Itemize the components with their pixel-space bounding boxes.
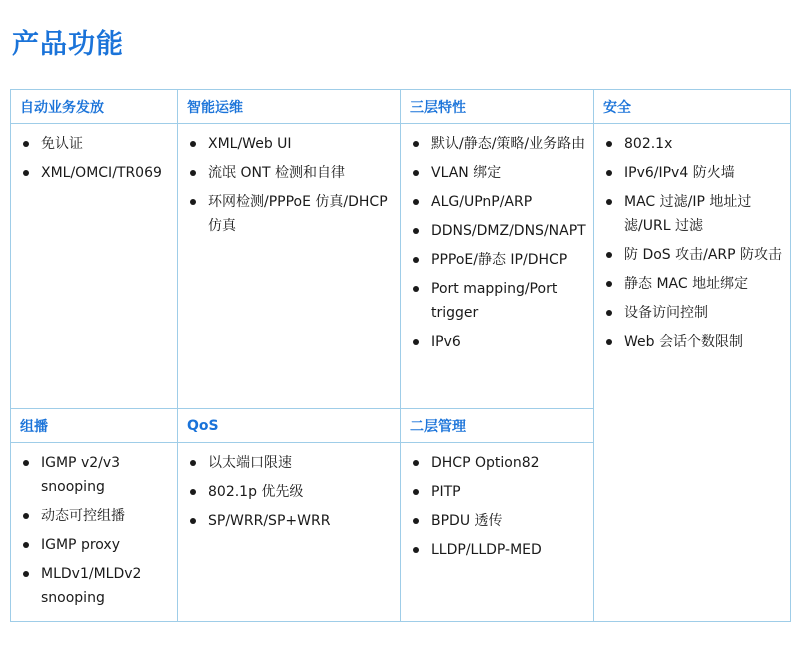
list-item xyxy=(409,509,589,533)
item-label: IPv6/IPv4 防火墙 xyxy=(624,165,735,181)
list-item xyxy=(19,132,173,156)
bullet-icon xyxy=(23,542,29,548)
item-label: XML/Web UI xyxy=(208,136,292,152)
list-layer2 xyxy=(401,443,593,573)
list-item xyxy=(19,451,173,499)
bullet-icon xyxy=(606,310,612,316)
item-label: 防 DoS 攻击/ARP 防攻击 xyxy=(624,247,783,263)
item-label: IGMP proxy xyxy=(41,537,120,553)
bullet-icon xyxy=(190,489,196,495)
item-label: 免认证 xyxy=(41,136,83,152)
list-item xyxy=(409,330,589,354)
bullet-icon xyxy=(606,141,612,147)
item-label: DHCP Option82 xyxy=(431,455,540,471)
item-label: Web 会话个数限制 xyxy=(624,334,743,350)
item-label: Port mapping/Port trigger xyxy=(431,281,558,321)
bullet-icon xyxy=(413,199,419,205)
list-item xyxy=(19,504,173,528)
bullet-icon xyxy=(413,228,419,234)
item-label: PPPoE/静态 IP/DHCP xyxy=(431,252,568,268)
bullet-icon xyxy=(190,141,196,147)
list-item xyxy=(602,330,786,354)
bullet-icon xyxy=(23,513,29,519)
list-item xyxy=(186,161,396,185)
item-label: MAC 过滤/IP 地址过滤/URL 过滤 xyxy=(624,194,752,234)
bullet-icon xyxy=(606,339,612,345)
list-item xyxy=(186,451,396,475)
item-label: 流氓 ONT 检测和自律 xyxy=(208,165,345,181)
header-qos: QoS xyxy=(178,409,401,443)
bullet-icon xyxy=(190,170,196,176)
list-item xyxy=(409,451,589,475)
header-security: 安全 xyxy=(594,90,791,124)
item-label: ALG/UPnP/ARP xyxy=(431,194,533,210)
header-layer3: 三层特性 xyxy=(401,90,594,124)
list-item xyxy=(19,533,173,557)
bullet-icon xyxy=(413,286,419,292)
item-label: 静态 MAC 地址绑定 xyxy=(624,276,749,292)
bullet-icon xyxy=(190,199,196,205)
item-label: IPv6 xyxy=(431,334,461,350)
bullet-icon xyxy=(23,170,29,176)
item-label: XML/OMCI/TR069 xyxy=(41,165,162,181)
list-item xyxy=(186,190,396,238)
header-auto-service: 自动业务发放 xyxy=(11,90,178,124)
list-item xyxy=(186,132,396,156)
item-label: 以太端口限速 xyxy=(208,455,292,471)
item-label: IGMP v2/v3 snooping xyxy=(41,455,121,495)
item-label: 802.1p 优先级 xyxy=(208,484,304,500)
item-label: 设备访问控制 xyxy=(624,305,708,321)
item-label: MLDv1/MLDv2 snooping xyxy=(41,566,142,606)
list-item xyxy=(602,161,786,185)
list-auto-service xyxy=(11,124,177,196)
item-label: SP/WRR/SP+WRR xyxy=(208,513,331,529)
cell-layer3 xyxy=(401,124,594,409)
header-row xyxy=(11,90,791,124)
list-item xyxy=(409,132,589,156)
bullet-icon xyxy=(413,257,419,263)
cell-layer2 xyxy=(401,443,594,622)
cell-qos xyxy=(178,443,401,622)
list-security xyxy=(594,124,790,365)
cell-multicast xyxy=(11,443,178,622)
cell-security xyxy=(594,124,791,622)
list-item xyxy=(409,538,589,562)
list-item xyxy=(602,243,786,267)
list-item xyxy=(602,132,786,156)
item-label: 802.1x xyxy=(624,136,673,152)
page-title: 产品功能 xyxy=(12,29,124,60)
bullet-icon xyxy=(413,518,419,524)
list-layer3 xyxy=(401,124,593,365)
item-label: 动态可控组播 xyxy=(41,508,125,524)
item-label: VLAN 绑定 xyxy=(431,165,502,181)
list-item xyxy=(19,161,173,185)
body-row xyxy=(11,124,791,409)
list-smart-ops xyxy=(178,124,400,249)
bullet-icon xyxy=(413,170,419,176)
list-item xyxy=(409,190,589,214)
bullet-icon xyxy=(413,547,419,553)
cell-auto-service xyxy=(11,124,178,409)
list-item xyxy=(409,248,589,272)
bullet-icon xyxy=(23,571,29,577)
bullet-icon xyxy=(606,170,612,176)
list-item xyxy=(186,480,396,504)
item-label: PITP xyxy=(431,484,461,500)
item-label: 环网检测/PPPoE 仿真/DHCP 仿真 xyxy=(208,194,388,234)
item-label: LLDP/LLDP-MED xyxy=(431,542,542,558)
item-label: 默认/静态/策略/业务路由 xyxy=(431,136,586,152)
list-item xyxy=(602,301,786,325)
header-multicast: 组播 xyxy=(11,409,178,443)
list-item xyxy=(409,219,589,243)
bullet-icon xyxy=(23,141,29,147)
bullet-icon xyxy=(190,518,196,524)
list-item xyxy=(602,190,786,238)
header-layer2: 二层管理 xyxy=(401,409,594,443)
bullet-icon xyxy=(413,141,419,147)
item-label: DDNS/DMZ/DNS/NAPT xyxy=(431,223,586,239)
feature-table xyxy=(10,89,791,622)
list-multicast xyxy=(11,443,177,621)
list-item xyxy=(409,161,589,185)
list-qos xyxy=(178,443,400,544)
bullet-icon xyxy=(413,489,419,495)
cell-smart-ops xyxy=(178,124,401,409)
item-label: BPDU 透传 xyxy=(431,513,503,529)
bullet-icon xyxy=(413,339,419,345)
list-item xyxy=(409,277,589,325)
list-item xyxy=(602,272,786,296)
bullet-icon xyxy=(190,460,196,466)
bullet-icon xyxy=(413,460,419,466)
bullet-icon xyxy=(606,199,612,205)
header-smart-ops: 智能运维 xyxy=(178,90,401,124)
list-item xyxy=(19,562,173,610)
list-item xyxy=(409,480,589,504)
bullet-icon xyxy=(23,460,29,466)
bullet-icon xyxy=(606,281,612,287)
list-item xyxy=(186,509,396,533)
bullet-icon xyxy=(606,252,612,258)
